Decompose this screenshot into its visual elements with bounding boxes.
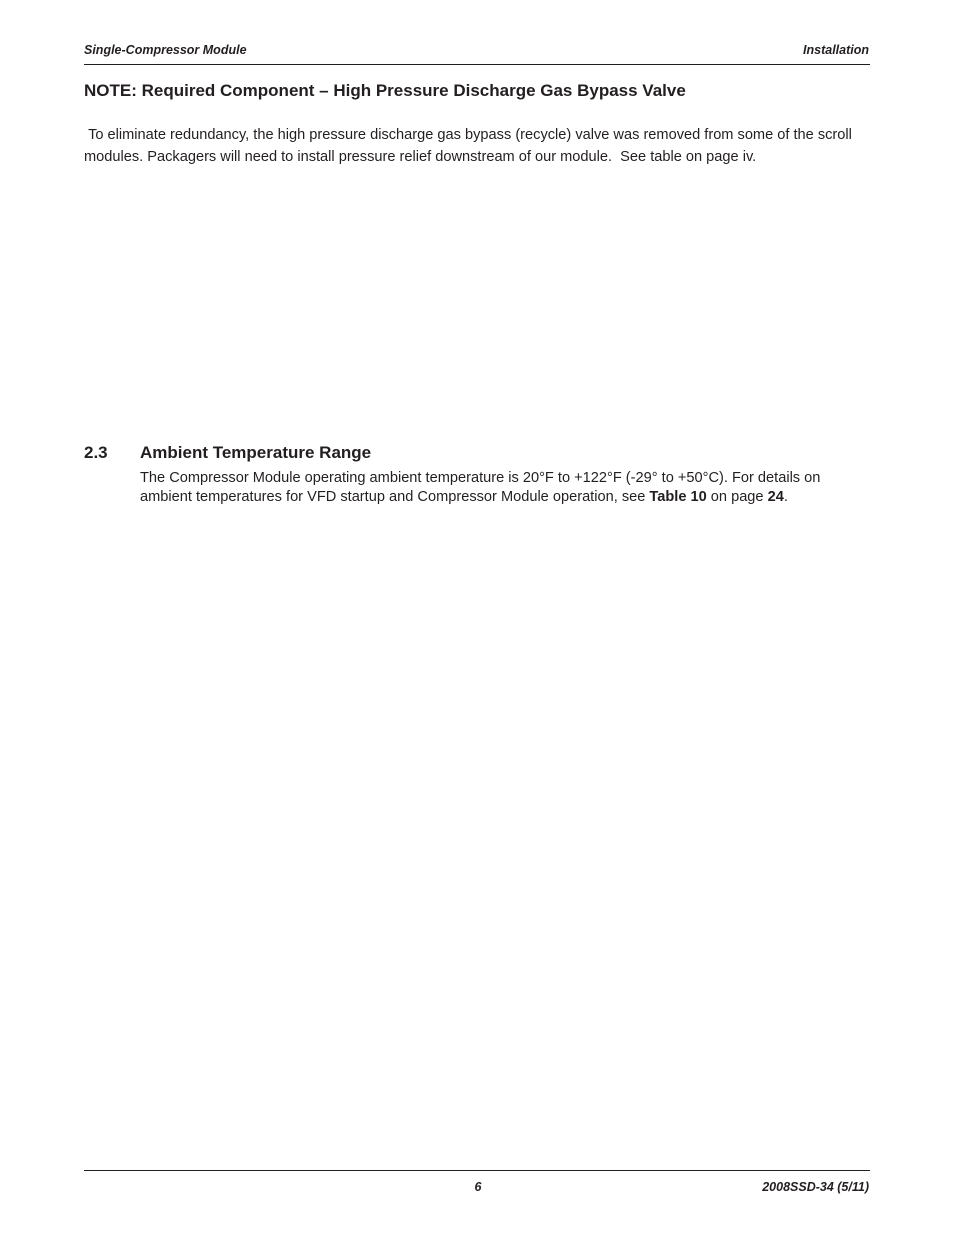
section-number: 2.3 (84, 443, 108, 462)
footer-divider (84, 1170, 870, 1171)
section-paragraph (140, 469, 875, 506)
header-divider (84, 64, 870, 65)
page-reference: 24 (767, 488, 784, 505)
page-number: 6 (474, 1180, 482, 1194)
on-page-text: on page (706, 488, 768, 505)
document-id: 2008SSD-34 (5/11) (762, 1180, 869, 1194)
table-reference: Table 10 (649, 488, 707, 505)
note-paragraph: To eliminate redundancy, the high pressure discharge gas bypass (recycle) valve was removed from some of the scroll modules. Packagers will need to install pressure relief downstream of our module. See table on page iv. (84, 127, 856, 165)
running-header-section: Installation (803, 43, 869, 57)
running-header-title: Single-Compressor Module (84, 43, 247, 57)
end-punctuation: . (783, 488, 788, 505)
section-heading: Ambient Temperature Range (140, 443, 372, 462)
section-body-text: The Compressor Module operating ambient temperature is 20°F to +122°F (-29° to +50°C). For details on ambient temperatures for VFD startup and Compressor Module operation, see (140, 470, 821, 505)
note-heading: NOTE: Required Component – High Pressure Discharge Gas Bypass Valve (84, 81, 686, 100)
